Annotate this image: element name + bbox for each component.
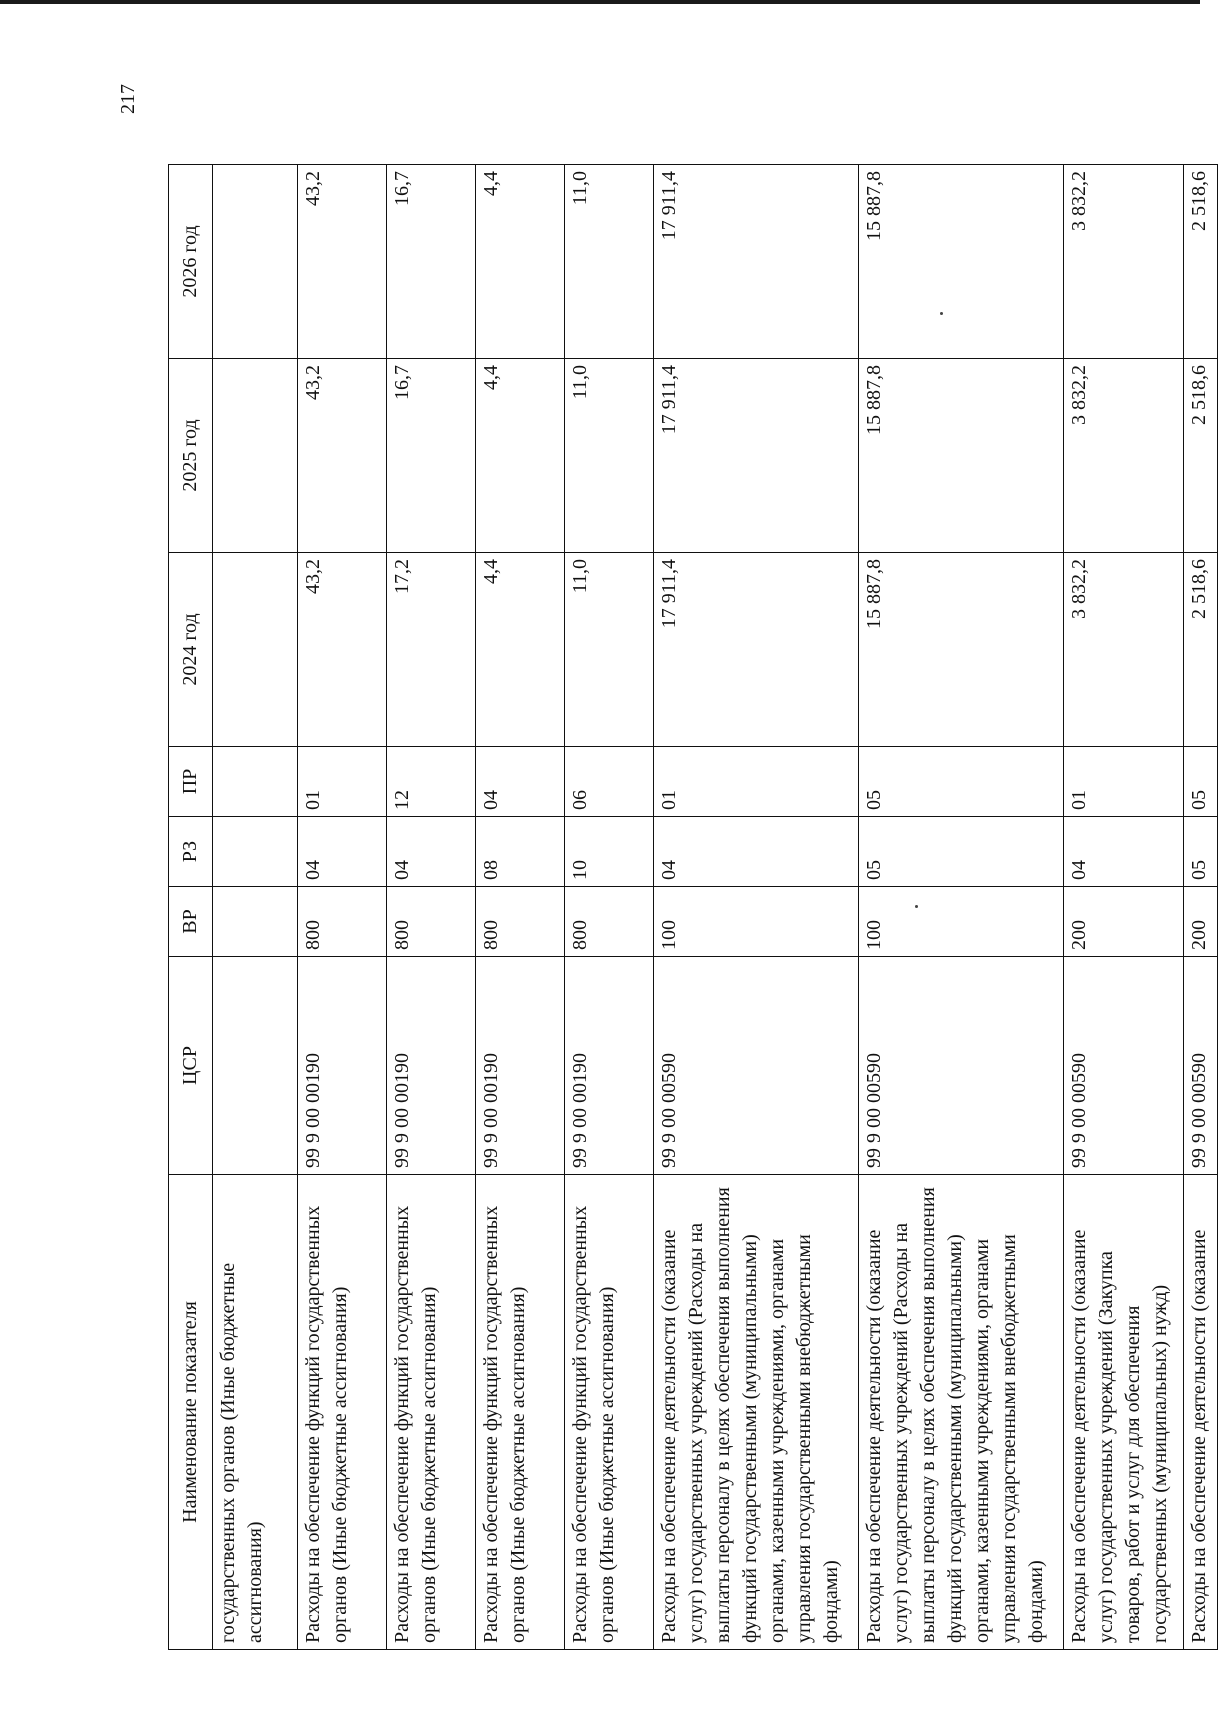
budget-table bbox=[168, 164, 1218, 1650]
row-rz: 04 bbox=[386, 817, 475, 887]
row-csr: 99 9 00 00190 bbox=[564, 957, 653, 1175]
table-row bbox=[1184, 165, 1218, 1650]
row-2024: 3 832,2 bbox=[1064, 553, 1184, 747]
row-2024: 17 911,4 bbox=[653, 553, 858, 747]
row-2025: 17 911,4 bbox=[653, 359, 858, 553]
table-row bbox=[653, 165, 858, 1650]
row-2024: 15 887,8 bbox=[858, 553, 1063, 747]
row-2026: 3 832,2 bbox=[1064, 165, 1184, 359]
row-pr: 06 bbox=[564, 747, 653, 817]
row-name: Расходы на обеспечение функций государственных органов (Иные бюджетные ассигнования) bbox=[297, 1175, 386, 1650]
row-2026: 11,0 bbox=[564, 165, 653, 359]
row-vr: 100 bbox=[858, 887, 1063, 957]
header-pr: ПР bbox=[169, 747, 213, 817]
row-2024 bbox=[213, 553, 298, 747]
row-rz: 10 bbox=[564, 817, 653, 887]
row-pr: 01 bbox=[1064, 747, 1184, 817]
row-2025: 2 518,6 bbox=[1184, 359, 1218, 553]
row-vr bbox=[213, 887, 298, 957]
row-vr: 100 bbox=[653, 887, 858, 957]
table-row bbox=[858, 165, 1063, 1650]
row-2025: 4,4 bbox=[475, 359, 564, 553]
row-vr: 800 bbox=[475, 887, 564, 957]
row-2025: 3 832,2 bbox=[1064, 359, 1184, 553]
row-csr: 99 9 00 00190 bbox=[297, 957, 386, 1175]
row-csr: 99 9 00 00590 bbox=[1184, 957, 1218, 1175]
row-pr: 04 bbox=[475, 747, 564, 817]
table-row bbox=[1064, 165, 1184, 1650]
row-csr: 99 9 00 00190 bbox=[386, 957, 475, 1175]
row-rz bbox=[213, 817, 298, 887]
row-name: государственных органов (Иные бюджетные ассигнования) bbox=[213, 1175, 298, 1650]
row-pr: 01 bbox=[653, 747, 858, 817]
row-rz: 05 bbox=[1184, 817, 1218, 887]
row-csr: 99 9 00 00590 bbox=[653, 957, 858, 1175]
row-2026: 4,4 bbox=[475, 165, 564, 359]
row-2026: 15 887,8 bbox=[858, 165, 1063, 359]
row-pr bbox=[213, 747, 298, 817]
row-2024: 17,2 bbox=[386, 553, 475, 747]
row-vr: 800 bbox=[564, 887, 653, 957]
table-header-row bbox=[169, 165, 213, 1650]
row-pr: 05 bbox=[858, 747, 1063, 817]
row-2026: 2 518,6 bbox=[1184, 165, 1218, 359]
row-name: Расходы на обеспечение функций государственных органов (Иные бюджетные ассигнования) bbox=[564, 1175, 653, 1650]
row-2025 bbox=[213, 359, 298, 553]
row-2024: 11,0 bbox=[564, 553, 653, 747]
header-name: Наименование показателя bbox=[169, 1175, 213, 1650]
row-2024: 43,2 bbox=[297, 553, 386, 747]
table-row bbox=[297, 165, 386, 1650]
row-2025: 11,0 bbox=[564, 359, 653, 553]
row-2024: 2 518,6 bbox=[1184, 553, 1218, 747]
row-2026: 16,7 bbox=[386, 165, 475, 359]
row-rz: 04 bbox=[653, 817, 858, 887]
row-vr: 200 bbox=[1184, 887, 1218, 957]
row-csr: 99 9 00 00190 bbox=[475, 957, 564, 1175]
row-rz: 04 bbox=[1064, 817, 1184, 887]
row-rz: 08 bbox=[475, 817, 564, 887]
table-row bbox=[213, 165, 298, 1650]
row-name: Расходы на обеспечение деятельности (оказание услуг) государственных учреждений (Расходы на выплаты персоналу в целях обеспечения выполнения функций государственными (муниципальными) органами, казенными учреждениями, органами управления государственными внебюджетными фондами) bbox=[858, 1175, 1063, 1650]
row-name: Расходы на обеспечение деятельности (оказание bbox=[1184, 1175, 1218, 1650]
row-rz: 05 bbox=[858, 817, 1063, 887]
table-row bbox=[564, 165, 653, 1650]
row-vr: 800 bbox=[386, 887, 475, 957]
row-vr: 200 bbox=[1064, 887, 1184, 957]
row-pr: 05 bbox=[1184, 747, 1218, 817]
header-csr: ЦСР bbox=[169, 957, 213, 1175]
scan-top-edge bbox=[0, 0, 1200, 4]
row-2026: 43,2 bbox=[297, 165, 386, 359]
header-vr: ВР bbox=[169, 887, 213, 957]
row-2024: 4,4 bbox=[475, 553, 564, 747]
header-2024: 2024 год bbox=[169, 553, 213, 747]
page-number: 217 bbox=[117, 84, 139, 114]
row-2025: 43,2 bbox=[297, 359, 386, 553]
table-row bbox=[475, 165, 564, 1650]
row-vr: 800 bbox=[297, 887, 386, 957]
row-2026 bbox=[213, 165, 298, 359]
row-name: Расходы на обеспечение деятельности (оказание услуг) государственных учреждений (Расходы на выплаты персоналу в целях обеспечения выполнения функций государственными (муниципальными) органами, казенными учреждениями, органами управления государственными внебюджетными фондами) bbox=[653, 1175, 858, 1650]
header-2025: 2025 год bbox=[169, 359, 213, 553]
header-rz: РЗ bbox=[169, 817, 213, 887]
row-2026: 17 911,4 bbox=[653, 165, 858, 359]
row-rz: 04 bbox=[297, 817, 386, 887]
row-csr bbox=[213, 957, 298, 1175]
header-2026: 2026 год bbox=[169, 165, 213, 359]
row-pr: 01 bbox=[297, 747, 386, 817]
row-csr: 99 9 00 00590 bbox=[1064, 957, 1184, 1175]
row-name: Расходы на обеспечение функций государственных органов (Иные бюджетные ассигнования) bbox=[475, 1175, 564, 1650]
row-name: Расходы на обеспечение функций государственных органов (Иные бюджетные ассигнования) bbox=[386, 1175, 475, 1650]
row-csr: 99 9 00 00590 bbox=[858, 957, 1063, 1175]
table-row bbox=[386, 165, 475, 1650]
budget-table-rotated bbox=[168, 165, 1218, 1650]
row-2025: 15 887,8 bbox=[858, 359, 1063, 553]
row-name: Расходы на обеспечение деятельности (оказание услуг) государственных учреждений (Закупка товаров, работ и услуг для обеспечения государственных (муниципальных) нужд) bbox=[1064, 1175, 1184, 1650]
row-2025: 16,7 bbox=[386, 359, 475, 553]
row-pr: 12 bbox=[386, 747, 475, 817]
